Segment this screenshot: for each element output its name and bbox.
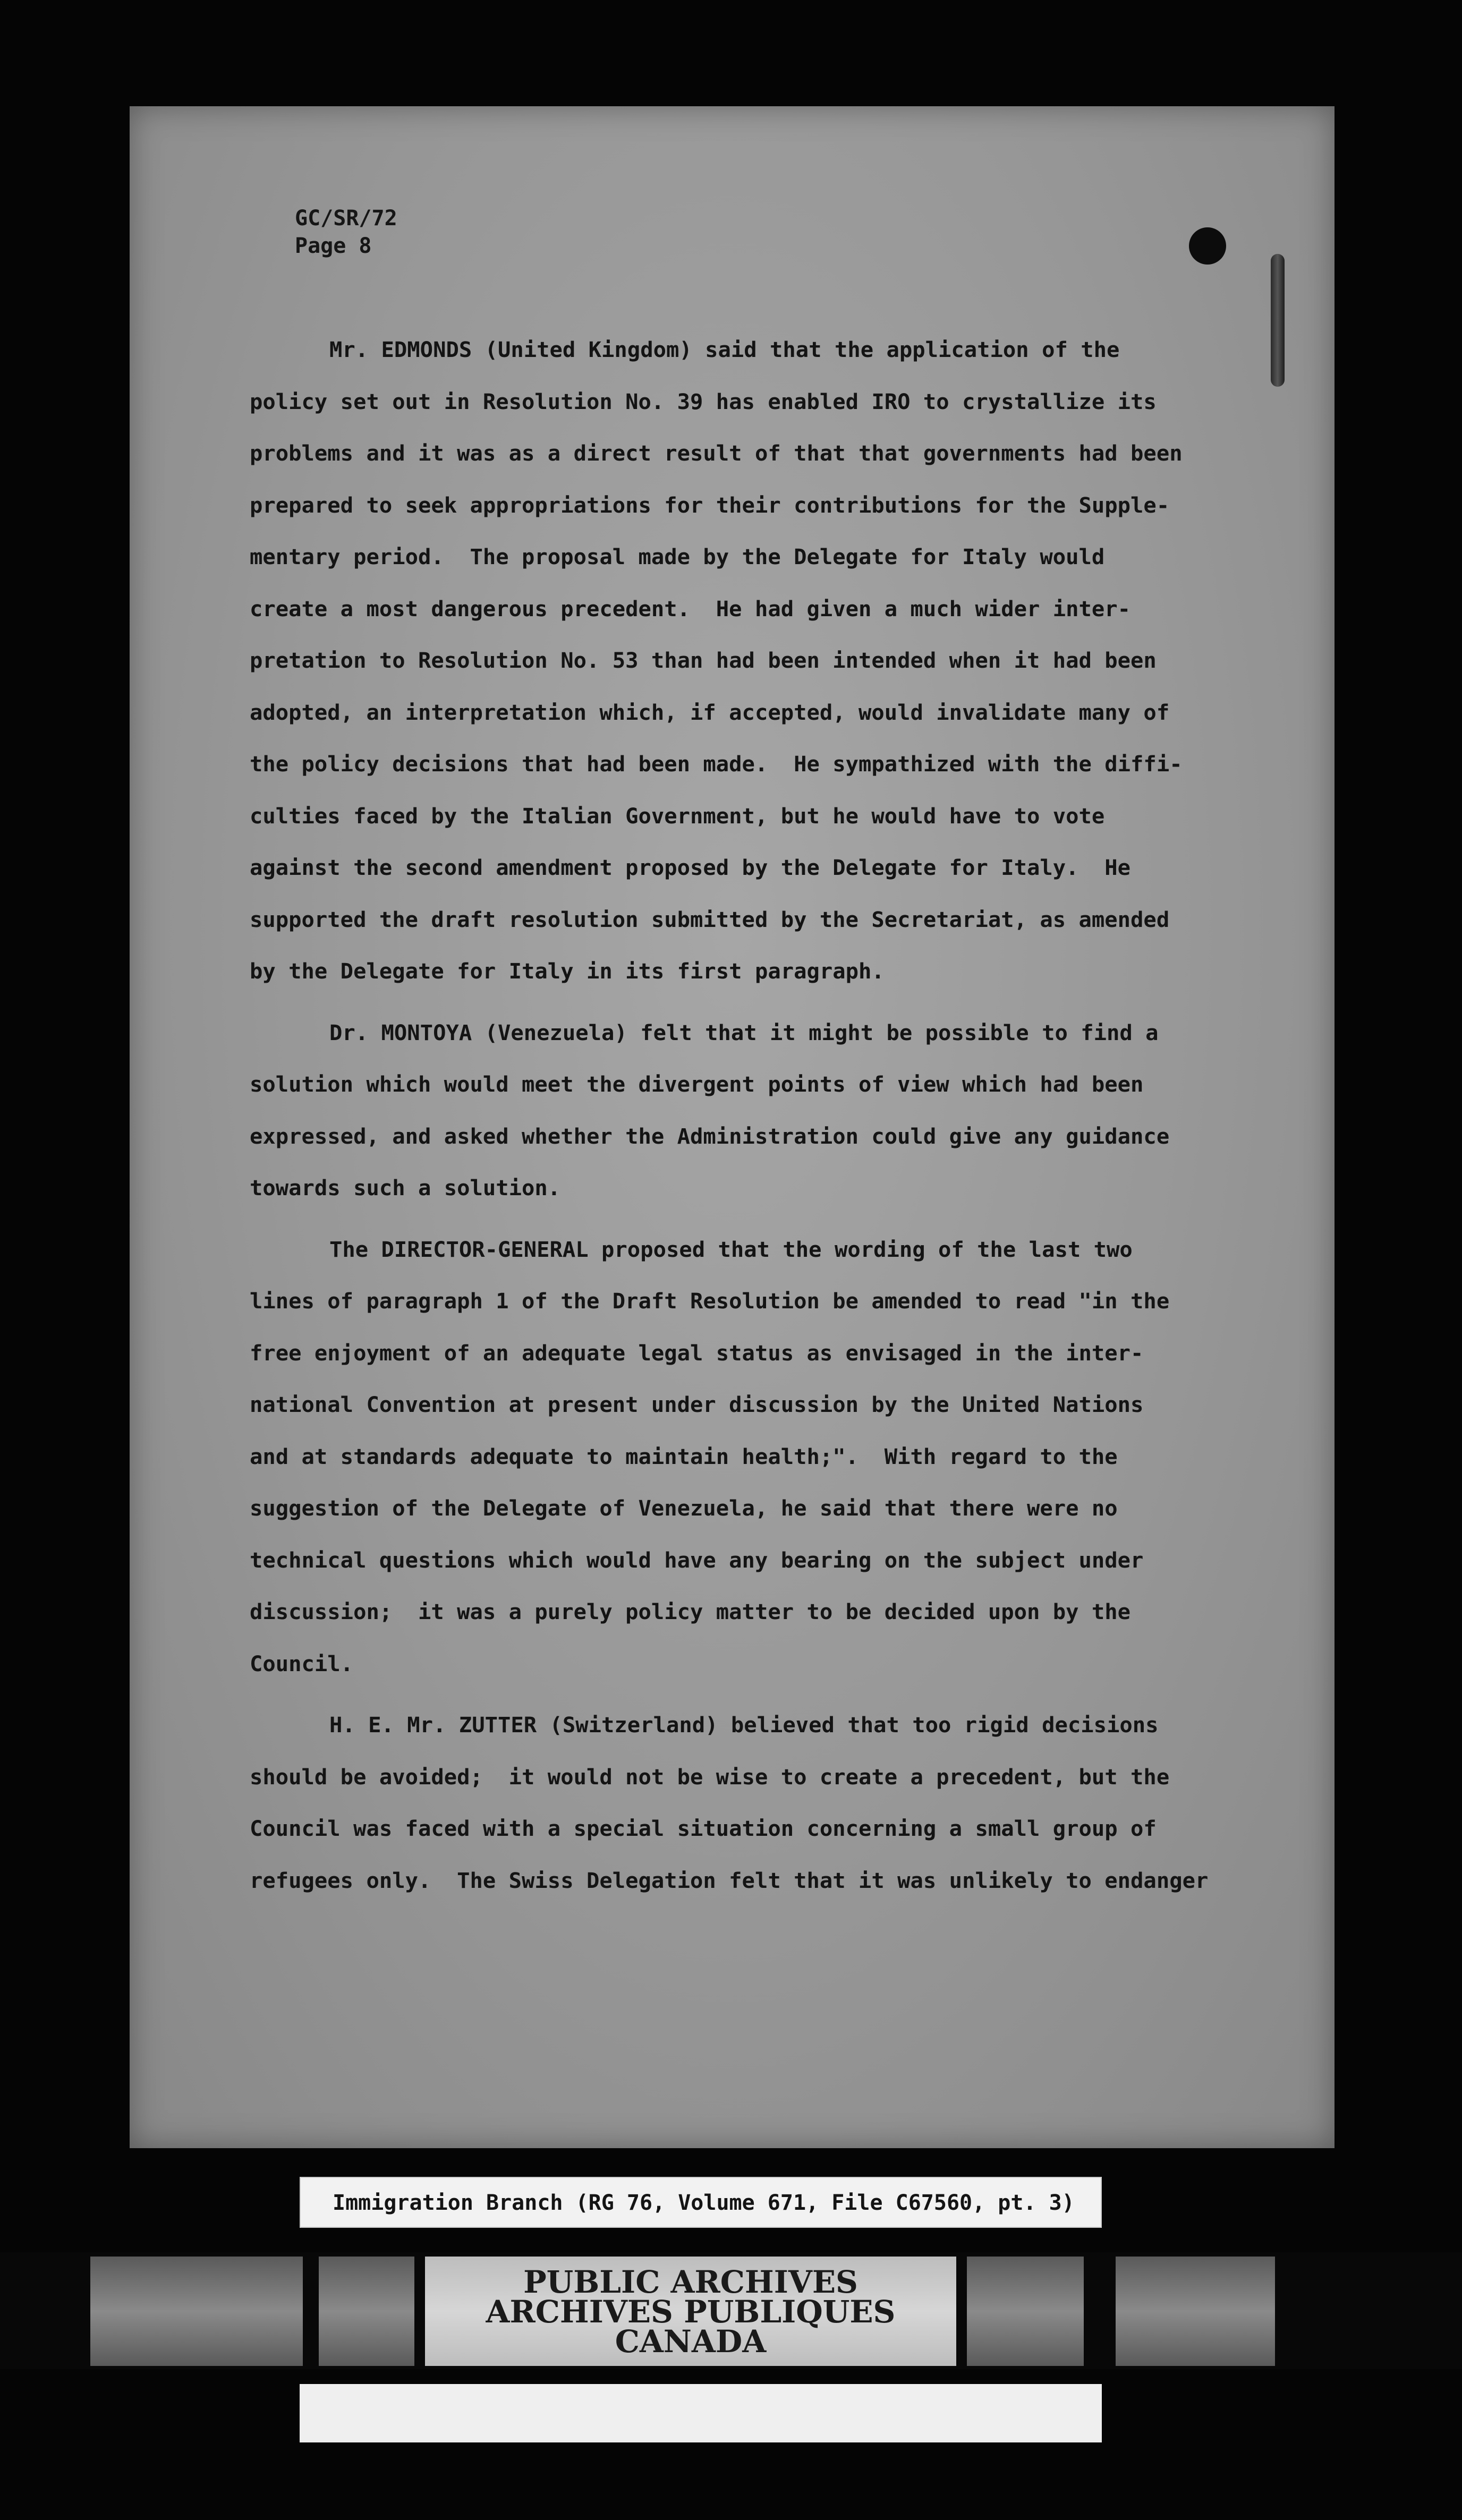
text-line: Council was faced with a special situation concerning a small group of [250,1816,1157,1841]
text-line: The DIRECTOR-GENERAL proposed that the wording of the last two [329,1236,1133,1262]
text-line: policy set out in Resolution No. 39 has enabled IRO to crystallize its [250,388,1157,414]
text-line: supported the draft resolution submitted by the Secretariat, as amended [250,906,1170,932]
text-line: free enjoyment of an adequate legal status as envisaged in the inter- [250,1340,1144,1366]
text-line: H. E. Mr. ZUTTER (Switzerland) believed that too rigid decisions [329,1712,1159,1738]
text-line: expressed, and asked whether the Administration could give any guidance [250,1123,1170,1149]
text-line: refugees only. The Swiss Delegation felt that it was unlikely to endanger [250,1867,1209,1893]
film-segment [319,2257,414,2366]
text-line: Council. [250,1650,354,1676]
text-line: towards such a solution. [250,1175,561,1201]
document-reference: GC/SR/72 [295,206,397,231]
file-label-strip [300,2177,1102,2228]
stamp-line: ARCHIVES PUBLIQUES [486,2294,896,2330]
text-line: against the second amendment proposed by the Delegate for Italy. He [250,855,1131,880]
film-segment [1116,2257,1275,2366]
file-label: Immigration Branch (RG 76, Volume 671, File C67560, pt. 3) [333,2191,1075,2215]
film-segment [967,2257,1084,2366]
document-header [295,205,397,260]
text-line: discussion; it was a purely policy matter to be decided upon by the [250,1599,1131,1624]
text-line: create a most dangerous precedent. He had given a much wider inter- [250,595,1131,622]
paragraph-gap [250,1690,1248,1699]
text-line: by the Delegate for Italy in its first paragraph. [250,958,885,984]
text-line: solution which would meet the divergent points of view which had been [250,1071,1144,1097]
stamp-line: PUBLIC ARCHIVES [523,2264,858,2300]
public-archives-stamp [425,2257,956,2366]
text-line: Dr. MONTOYA (Venezuela) felt that it might be possible to find a [329,1019,1159,1045]
text-line: technical questions which would have any bearing on the subject under [250,1547,1144,1573]
binder-clip-mark [1271,254,1285,387]
text-line: culties faced by the Italian Government, but he would have to vote [250,803,1105,829]
text-line: and at standards adequate to maintain health;". With regard to the [250,1443,1118,1469]
paragraph-gap [250,998,1248,1007]
paragraph-gap [250,1214,1248,1224]
text-line: the policy decisions that had been made. He sympathized with the diffi- [250,751,1183,777]
film-segment [90,2257,303,2366]
punch-hole [1189,227,1226,265]
text-line: mentary period. The proposal made by the Delegate for Italy would [250,544,1105,569]
text-line: prepared to seek appropriations for their contributions for the Supple- [250,492,1170,518]
page-number: Page 8 [295,234,372,258]
text-line: national Convention at present under discussion by the United Nations [250,1392,1144,1417]
text-line: pretation to Resolution No. 53 than had been intended when it had been [250,648,1157,673]
text-line: suggestion of the Delegate of Venezuela, he said that there were no [250,1495,1118,1521]
text-line: Mr. EDMONDS (United Kingdom) said that the application of the [329,337,1120,362]
stamp-line: CANADA [615,2323,767,2360]
text-line: adopted, an interpretation which, if accepted, would invalidate many of [250,699,1170,725]
text-line: should be avoided; it would not be wise to create a precedent, but the [250,1764,1170,1790]
text-line: problems and it was as a direct result of that that governments had been [250,440,1183,466]
document-body [250,324,1248,1906]
blank-label-strip [300,2384,1102,2442]
text-line: lines of paragraph 1 of the Draft Resolution be amended to read "in the [250,1288,1170,1314]
